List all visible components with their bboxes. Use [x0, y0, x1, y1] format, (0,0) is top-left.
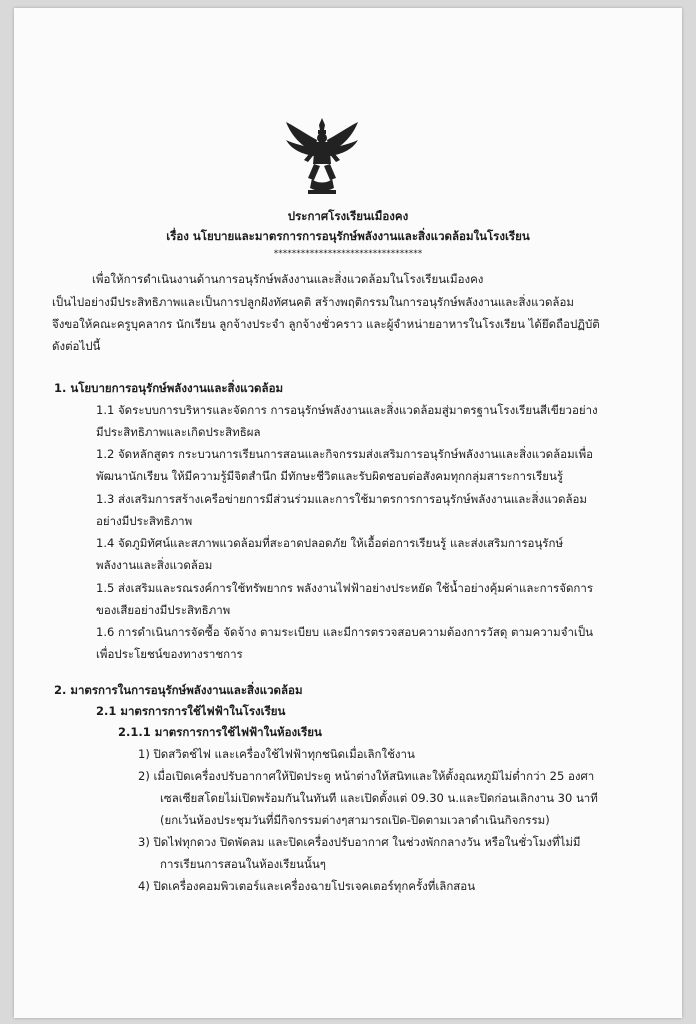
section2-subsubheading: 2.1.1 มาตรการการใช้ไฟฟ้าในห้องเรียน	[118, 725, 322, 739]
section2-heading: 2. มาตรการในการอนุรักษ์พลังงานและสิ่งแวดล้อม	[54, 683, 303, 697]
policy-line: เพื่อประโยชน์ของทางราชการ	[96, 647, 243, 661]
policy-line: อย่างมีประสิทธิภาพ	[96, 514, 193, 528]
policy-line: มีประสิทธิภาพและเกิดประสิทธิผล	[96, 425, 261, 439]
policy-line: ของเสียอย่างมีประสิทธิภาพ	[96, 603, 231, 617]
intro-line: ดังต่อไปนี้	[52, 339, 101, 353]
divider-stars: *********************************	[273, 249, 423, 259]
section1-heading: 1. นโยบายการอนุรักษ์พลังงานและสิ่งแวดล้อม	[54, 381, 284, 395]
policy-line: 1.6 การดำเนินการจัดซื้อ จัดจ้าง ตามระเบียบ และมีการตรวจสอบความต้องการวัสดุ ตามความจำเป็น	[96, 625, 593, 639]
measure-item: (ยกเว้นห้องประชุมวันที่มีกิจกรรมต่างๆสามารถเปิด-ปิดตามเวลาดำเนินกิจกรรม)	[160, 813, 550, 827]
intro-line: จึงขอให้คณะครูบุคลากร นักเรียน ลูกจ้างประจำ ลูกจ้างชั่วคราว และผู้จำหน่ายอาหารในโรงเรียน ได้ยึดถือปฏิบัติ	[52, 317, 600, 331]
policy-line: 1.5 ส่งเสริมและรณรงค์การใช้ทรัพยากร พลังงานไฟฟ้าอย่างประหยัด ใช้น้ำอย่างคุ้มค่าและการจัดการ	[96, 581, 594, 595]
measure-item: การเรียนการสอนในห้องเรียนนั้นๆ	[160, 857, 326, 871]
policy-line: พัฒนานักเรียน ให้มีความรู้มีจิตสำนึก มีทักษะชีวิตและรับผิดชอบต่อสังคมทุกกลุ่มสาระการเรียนรู้	[96, 469, 564, 483]
garuda-emblem-icon	[284, 118, 360, 196]
policy-line: พลังงานและสิ่งแวดล้อม	[96, 558, 213, 572]
intro-line: เป็นไปอย่างมีประสิทธิภาพและเป็นการปลูกฝังทัศนคติ สร้างพฤติกรรมในการอนุรักษ์พลังงานและสิ่งแวดล้อม	[52, 295, 574, 309]
section2-subheading: 2.1 มาตรการการใช้ไฟฟ้าในโรงเรียน	[96, 704, 286, 718]
measure-item: 2) เมื่อเปิดเครื่องปรับอากาศให้ปิดประตู หน้าต่างให้สนิทและให้ตั้งอุณหภูมิไม่ต่ำกว่า 25 องศา	[138, 769, 595, 783]
measure-item: 4) ปิดเครื่องคอมพิวเตอร์และเครื่องฉายโปรเจคเตอร์ทุกครั้งที่เลิกสอน	[138, 879, 476, 893]
policy-line: 1.3 ส่งเสริมการสร้างเครือข่ายการมีส่วนร่วมและการใช้มาตรการการอนุรักษ์พลังงานและสิ่งแวดล้อม	[96, 492, 587, 506]
policy-line: 1.1 จัดระบบการบริหารและจัดการ การอนุรักษ์พลังงานและสิ่งแวดล้อมสู่มาตรฐานโรงเรียนสีเขียวอย่าง	[96, 403, 598, 417]
subject-line: เรื่อง นโยบายและมาตรการการอนุรักษ์พลังงานและสิ่งแวดล้อมในโรงเรียน	[166, 229, 530, 243]
policy-line: 1.2 จัดหลักสูตร กระบวนการเรียนการสอนและกิจกรรมส่งเสริมการอนุรักษ์พลังงานและสิ่งแวดล้อมเพื่อ	[96, 447, 594, 461]
intro-line: เพื่อให้การดำเนินงานด้านการอนุรักษ์พลังงานและสิ่งแวดล้อมในโรงเรียนเมืองคง	[92, 272, 484, 286]
announcement-title: ประกาศโรงเรียนเมืองคง	[287, 209, 409, 223]
measure-item: 3) ปิดไฟทุกดวง ปิดพัดลม และปิดเครื่องปรับอากาศ ในช่วงพักกลางวัน หรือในชั่วโมงที่ไม่มี	[138, 835, 581, 849]
measure-item: เซลเซียสโดยไม่เปิดพร้อมกันในทันที และเปิดตั้งแต่ 09.30 น.และปิดก่อนเลิกงาน 30 นาที	[160, 791, 598, 805]
measure-item: 1) ปิดสวิตช์ไฟ และเครื่องใช้ไฟฟ้าทุกชนิดเมื่อเลิกใช้งาน	[138, 747, 415, 761]
policy-line: 1.4 จัดภูมิทัศน์และสภาพแวดล้อมที่สะอาดปลอดภัย ให้เอื้อต่อการเรียนรู้ และส่งเสริมการอนุรักษ์	[96, 536, 564, 550]
